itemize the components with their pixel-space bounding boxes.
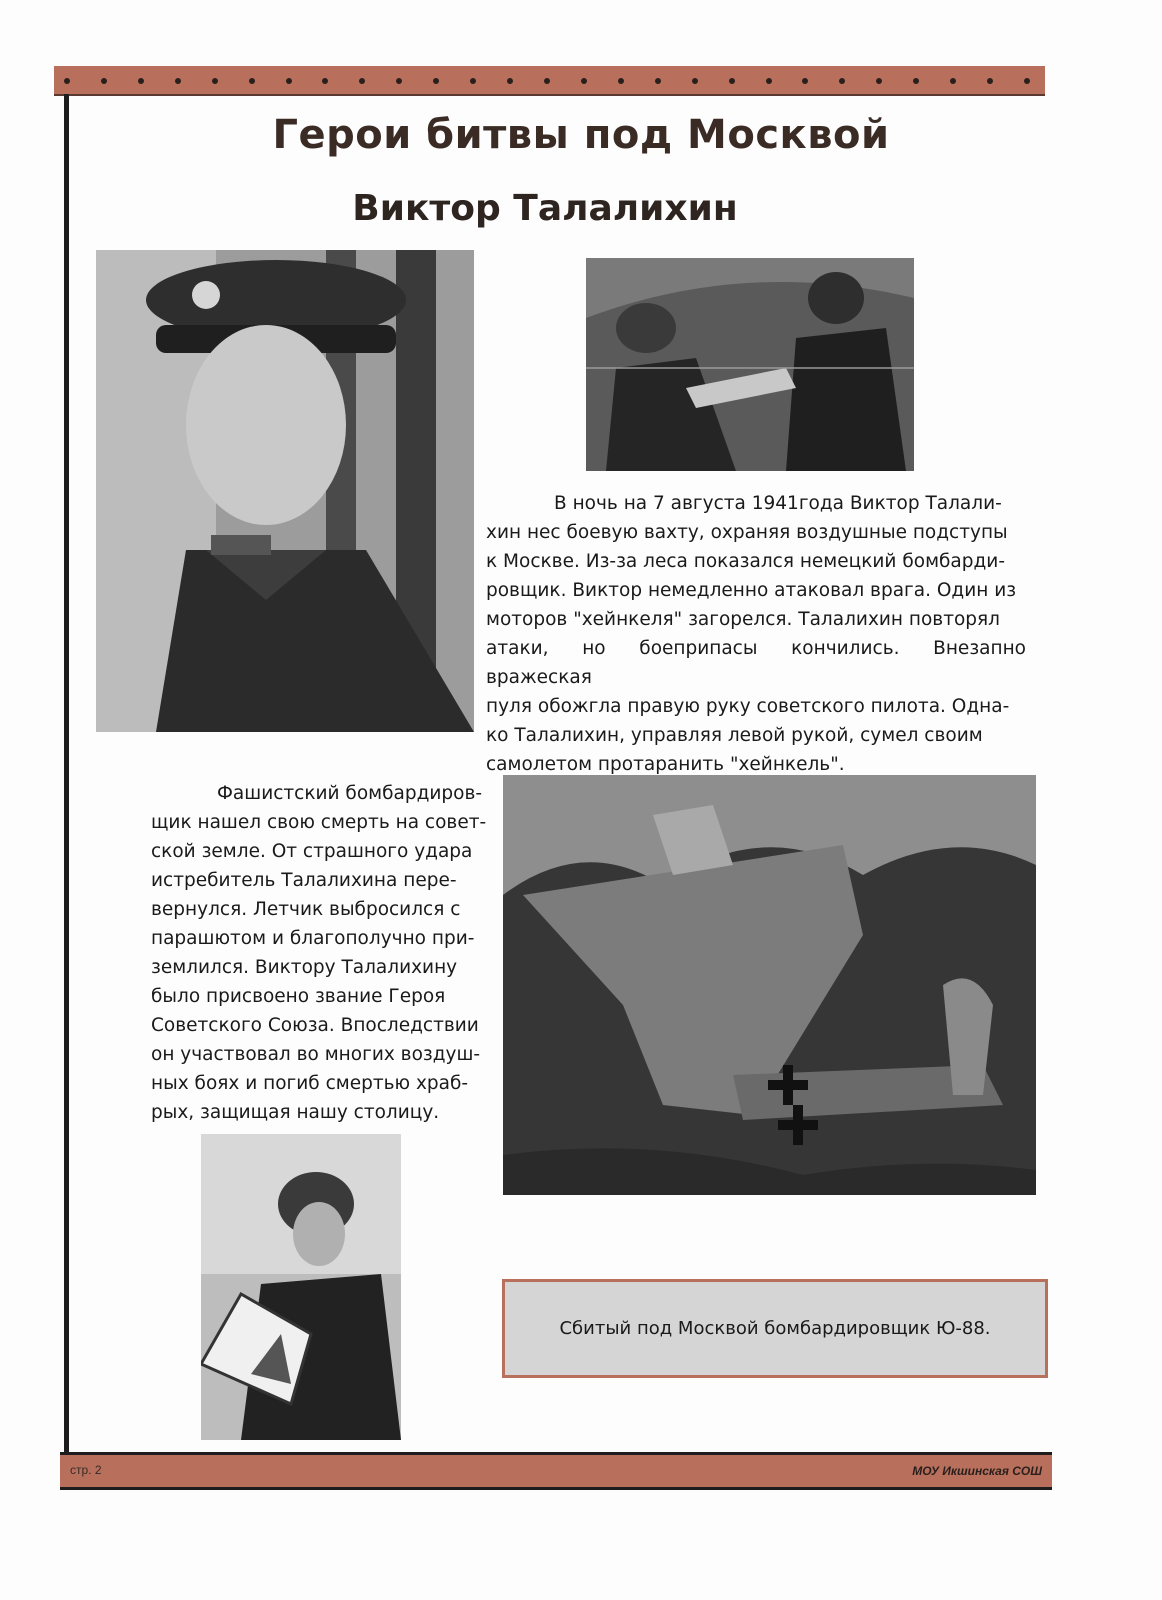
band-hole xyxy=(692,78,698,84)
band-hole xyxy=(212,78,218,84)
page-number: стр. 2 xyxy=(70,1463,102,1477)
pilots-photo xyxy=(586,258,914,471)
paragraph-2-line: землился. Виктору Талалихину xyxy=(151,957,458,978)
paragraph-2-line: он участвовал во многих воздуш- xyxy=(151,1044,481,1065)
band-hole xyxy=(433,78,439,84)
article-paragraph-2 xyxy=(151,779,491,1127)
band-holes xyxy=(64,78,1025,84)
paragraph-2-line: рых, защищая нашу столицу. xyxy=(151,1102,440,1123)
paragraph-2-line: было присвоено звание Героя xyxy=(151,986,446,1007)
photo-caption-box xyxy=(502,1279,1048,1378)
band-hole xyxy=(766,78,772,84)
paragraph-1-line: В ночь на 7 августа 1941года Виктор Талали- xyxy=(554,493,1002,514)
band-hole xyxy=(987,78,993,84)
paragraph-2-line: истребитель Талалихина пере- xyxy=(151,870,457,891)
paragraph-2-line: вернулся. Летчик выбросился с xyxy=(151,899,461,920)
paragraph-1-line: к Москве. Из-за леса показался немецкий бомбарди- xyxy=(486,551,1006,572)
band-hole xyxy=(175,78,181,84)
band-hole xyxy=(507,78,513,84)
band-hole xyxy=(950,78,956,84)
wreck-photo xyxy=(503,775,1036,1195)
paragraph-1-line: ко Талалихин, управляя левой рукой, сумел своим xyxy=(486,725,983,746)
band-hole xyxy=(913,78,919,84)
band-hole xyxy=(286,78,292,84)
band-hole xyxy=(876,78,882,84)
band-hole xyxy=(839,78,845,84)
article-paragraph-1 xyxy=(486,489,1026,779)
band-hole xyxy=(101,78,107,84)
band-hole xyxy=(138,78,144,84)
band-hole xyxy=(64,78,70,84)
portrait-illustration xyxy=(96,250,474,732)
paragraph-1-line: атаки, но боеприпасы кончились. Внезапно вражеская xyxy=(486,638,1026,688)
band-hole xyxy=(544,78,550,84)
paragraph-2-line: парашютом и благополучно при- xyxy=(151,928,475,949)
top-decorative-band xyxy=(54,66,1045,96)
band-hole xyxy=(396,78,402,84)
cockpit-photo xyxy=(201,1134,401,1440)
school-name: МОУ Икшинская СОШ xyxy=(912,1464,1042,1478)
band-hole xyxy=(802,78,808,84)
paragraph-2-line: ных боях и погиб смертью храб- xyxy=(151,1073,469,1094)
band-hole xyxy=(655,78,661,84)
band-hole xyxy=(729,78,735,84)
page-title: Герои битвы под Москвой xyxy=(272,112,890,158)
band-hole xyxy=(322,78,328,84)
cockpit-illustration xyxy=(201,1134,401,1440)
paragraph-1-line: хин нес боевую вахту, охраняя воздушные подступы xyxy=(486,522,1008,543)
footer-band xyxy=(60,1452,1052,1490)
paragraph-1-line: самолетом протаранить "хейнкель". xyxy=(486,754,845,775)
band-hole xyxy=(581,78,587,84)
band-hole xyxy=(470,78,476,84)
photo-caption-text: Сбитый под Москвой бомбардировщик Ю-88. xyxy=(559,1318,991,1339)
paragraph-1-line: пуля обожгла правую руку советского пилота. Одна- xyxy=(486,696,1010,717)
pilots-illustration xyxy=(586,258,914,471)
wreck-illustration xyxy=(503,775,1036,1195)
paragraph-2-line: Советского Союза. Впоследствии xyxy=(151,1015,479,1036)
paragraph-2-line: щик нашел свою смерть на совет- xyxy=(151,812,487,833)
portrait-photo xyxy=(96,250,474,732)
paragraph-1-line: моторов "хейнкеля" загорелся. Талалихин повторял xyxy=(486,609,1000,630)
left-border-rule xyxy=(64,94,69,1452)
band-hole xyxy=(249,78,255,84)
band-hole xyxy=(1024,78,1030,84)
paragraph-2-line: ской земле. От страшного удара xyxy=(151,841,473,862)
paragraph-1-line: ровщик. Виктор немедленно атаковал врага. Один из xyxy=(486,580,1017,601)
hero-name-subtitle: Виктор Талалихин xyxy=(352,188,738,229)
paragraph-2-line: Фашистский бомбардиров- xyxy=(217,783,483,804)
band-hole xyxy=(618,78,624,84)
band-hole xyxy=(359,78,365,84)
